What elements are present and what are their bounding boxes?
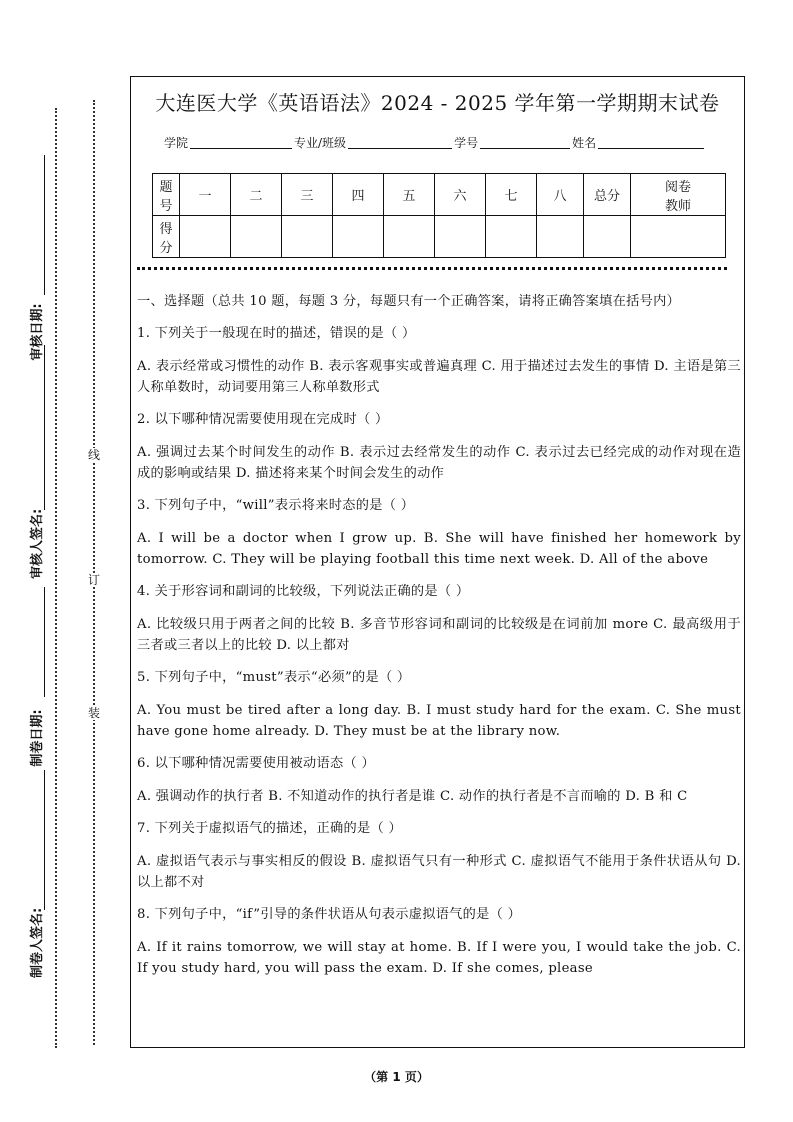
question-stem: 2. 以下哪种情况需要使用现在完成时（ ） — [137, 412, 389, 427]
score-table-score-row — [153, 216, 726, 258]
question-stem: 3. 下列句子中，“will”表示将来时态的是（ ） — [137, 498, 415, 513]
name-label: 姓名 — [572, 136, 597, 150]
header-char: 阅卷 — [664, 179, 691, 195]
question-content — [137, 291, 741, 990]
header-char: 题 — [159, 179, 173, 195]
col-header: 七 — [486, 174, 537, 216]
col-header: 四 — [333, 174, 384, 216]
question-stem: 5. 下列句子中，“must”表示“必须”的是（ ） — [137, 670, 411, 685]
col-header: 八 — [537, 174, 584, 216]
make-signer-label: 制卷人签名: — [30, 907, 45, 978]
exam-paper — [130, 76, 745, 1048]
outer-dotted-line — [55, 108, 57, 1048]
score-cell[interactable] — [180, 216, 231, 258]
header-char: 号 — [159, 198, 173, 214]
make-date-line[interactable] — [44, 587, 45, 697]
col-header: 三 — [282, 174, 333, 216]
section-divider — [137, 267, 727, 270]
question-options: A. 强调过去某个时间发生的动作 B. 表示过去经常发生的动作 C. 表示过去已经完成的动作对现在造成的影响或结果 D. 描述将来某个时间会发生的动作 — [137, 444, 741, 481]
reviewer-header — [631, 174, 726, 216]
score-cell[interactable] — [231, 216, 282, 258]
binding-bind-mark: 装 — [87, 706, 100, 720]
score-row-header — [153, 216, 180, 258]
audit-signer-label: 审核人签名: — [30, 508, 45, 579]
col-header: 二 — [231, 174, 282, 216]
question-number-header — [153, 174, 180, 216]
audit-signer-line[interactable] — [44, 345, 45, 510]
col-header: 五 — [384, 174, 435, 216]
score-cell[interactable] — [333, 216, 384, 258]
question-options: A. I will be a doctor when I grow up. B. She will have finished her homework by tomorrow. C. They will be playing football this time next week. D. All of the above — [137, 530, 741, 567]
question-options: A. 虚拟语气表示与事实相反的假设 B. 虚拟语气只有一种形式 C. 虚拟语气不能用于条件状语从句 D. 以上都不对 — [137, 853, 741, 890]
score-table-header-row — [153, 174, 726, 216]
section-heading: 一、选择题（总共 10 题，每题 3 分，每题只有一个正确答案，请将正确答案填在括号内） — [137, 294, 681, 309]
score-table — [152, 173, 726, 258]
reviewer-cell[interactable] — [631, 216, 726, 258]
question-options: A. If it rains tomorrow, we will stay at home. B. If I were you, I would take the job. C. If you study hard, you will pass the exam. D. If she comes, please — [137, 939, 741, 976]
score-cell[interactable] — [486, 216, 537, 258]
col-header: 一 — [180, 174, 231, 216]
score-cell[interactable] — [435, 216, 486, 258]
header-char: 得 — [159, 221, 173, 237]
major-class-field[interactable] — [348, 134, 452, 149]
binding-line-mark: 线 — [87, 448, 100, 462]
question-stem: 1. 下列关于一般现在时的描述，错误的是（ ） — [137, 326, 416, 341]
page-number: （第 1 页） — [364, 1070, 429, 1084]
header-char: 分 — [159, 240, 173, 256]
question-options: A. 比较级只用于两者之间的比较 B. 多音节形容词和副词的比较级是在词前加 more C. 最高级用于三者或三者以上的比较 D. 以上都对 — [137, 616, 741, 653]
exam-title: 大连医大学《英语语法》2024 - 2025 学年第一学期期末试卷 — [155, 91, 720, 115]
question-stem: 4. 关于形容词和副词的比较级，下列说法正确的是（ ） — [137, 584, 470, 599]
name-field[interactable] — [598, 134, 704, 149]
header-char: 教师 — [664, 198, 691, 214]
question-options: A. You must be tired after a long day. B. I must study hard for the exam. C. She must have gone home already. D. They must be at the library now. — [137, 702, 741, 739]
score-cell[interactable] — [537, 216, 584, 258]
make-date-label: 制卷日期: — [30, 709, 45, 767]
question-options: A. 强调动作的执行者 B. 不知道动作的执行者是谁 C. 动作的执行者是不言而喻的 D. B 和 C — [137, 788, 688, 804]
score-cell[interactable] — [282, 216, 333, 258]
question-options: A. 表示经常或习惯性的动作 B. 表示客观事实或普遍真理 C. 用于描述过去发生的事情 D. 主语是第三人称单数时，动词要用第三人称单数形式 — [137, 358, 741, 395]
binding-order-mark: 订 — [87, 573, 100, 587]
audit-date-line[interactable] — [44, 155, 45, 295]
audit-date-label: 审核日期: — [30, 303, 45, 361]
col-header: 总分 — [584, 174, 631, 216]
major-class-label: 专业/班级 — [294, 136, 347, 150]
student-id-label: 学号 — [454, 136, 479, 150]
make-signer-line[interactable] — [44, 770, 45, 910]
score-cell[interactable] — [584, 216, 631, 258]
score-cell[interactable] — [384, 216, 435, 258]
question-stem: 6. 以下哪种情况需要使用被动语态（ ） — [137, 756, 375, 771]
college-label: 学院 — [164, 136, 189, 150]
college-field[interactable] — [190, 134, 292, 149]
col-header: 六 — [435, 174, 486, 216]
student-id-field[interactable] — [480, 134, 570, 149]
question-stem: 7. 下列关于虚拟语气的描述，正确的是（ ） — [137, 821, 402, 836]
student-info-row — [164, 131, 724, 151]
question-stem: 8. 下列句子中，“if”引导的条件状语从句表示虚拟语气的是（ ） — [137, 907, 522, 922]
